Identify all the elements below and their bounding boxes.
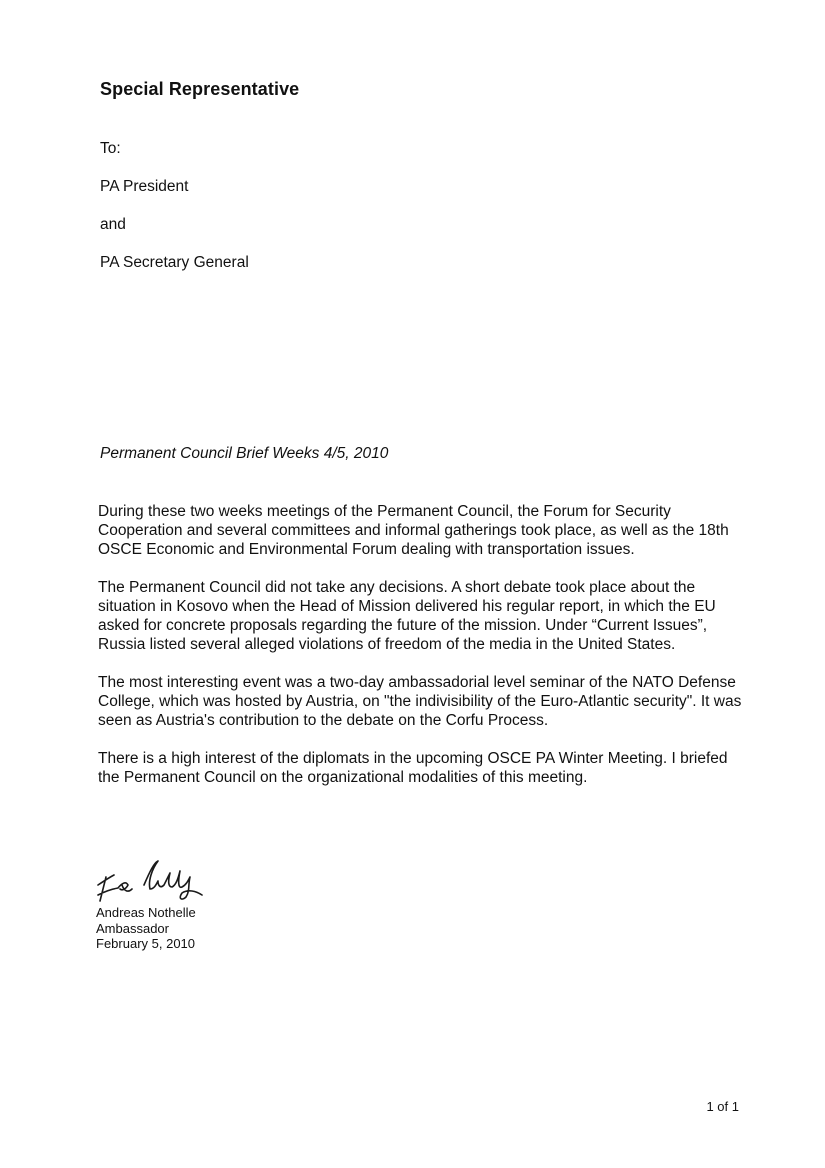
page-number: 1 of 1	[706, 1099, 739, 1114]
recipient-president: PA President	[100, 178, 189, 195]
signatory-block	[96, 905, 196, 952]
body-paragraph: During these two weeks meetings of the Permanent Council, the Forum for Security Cooperation and several committees and informal gatherings took place, as well as the 18th OSCE Economic and Environmental Forum dealing with transportation issues.	[98, 503, 729, 558]
brief-title: Permanent Council Brief Weeks 4/5, 2010	[100, 445, 389, 462]
letter-heading: Special Representative	[100, 79, 300, 99]
body-paragraph: There is a high interest of the diplomats in the upcoming OSCE PA Winter Meeting. I briefed the Permanent Council on the organizational modalities of this meeting.	[98, 750, 728, 786]
letter-body	[98, 502, 748, 806]
handwritten-signature	[92, 855, 232, 907]
signatory-title: Ambassador	[96, 920, 169, 936]
to-label: To:	[100, 140, 121, 157]
signatory-date: February 5, 2010	[96, 936, 196, 951]
recipient-secretary-general: PA Secretary General	[100, 254, 249, 271]
recipient-conjunction: and	[100, 216, 126, 233]
body-paragraph: The Permanent Council did not take any decisions. A short debate took place about the situation in Kosovo when the Head of Mission delivered his regular report, in which the EU asked for concrete proposals regarding the future of the mission. Under “Current Issues”, Russia listed several alleged violations of freedom of the media in the United States.	[98, 579, 716, 653]
signatory-name: Andreas Nothelle	[96, 905, 196, 920]
body-paragraph: The most interesting event was a two-day ambassadorial level seminar of the NATO Defense College, which was hosted by Austria, on "the indivisibility of the Euro-Atlantic security". It was seen as Austria's contribution to the debate on the Corfu Process.	[98, 674, 742, 729]
